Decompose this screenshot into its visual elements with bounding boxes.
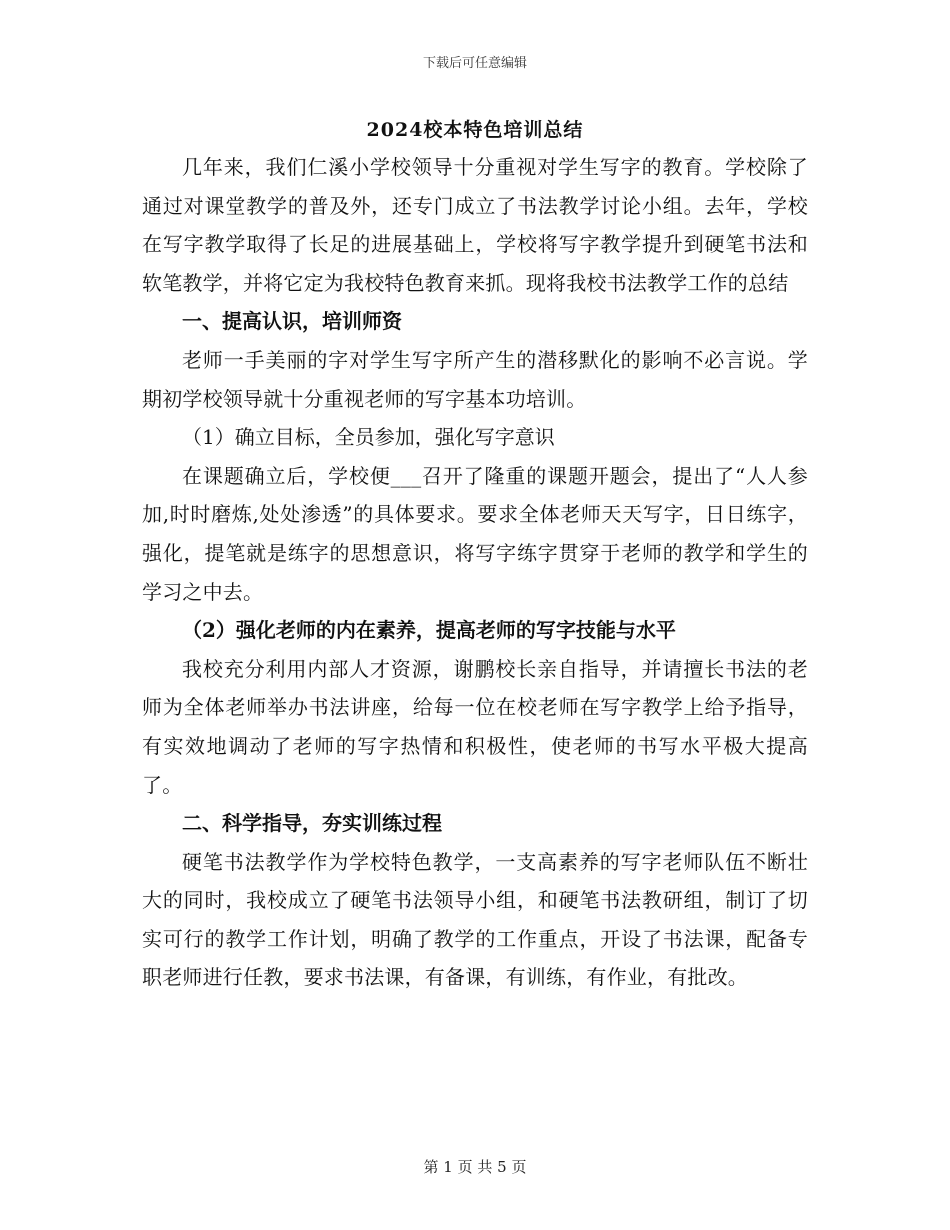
page-number: 第 1 页 共 5 页 xyxy=(423,1158,527,1176)
header-note: 下载后可任意编辑 xyxy=(422,56,527,71)
body-paragraph: 在课题确立后，学校便___召开了隆重的课题开题会，提出了“人人参加,时时磨炼,处处渗透”的具体要求。要求全体老师天天写字，日日练字，强化，提笔就是练字的思想意识，将写字练字贯穿于老师的教学和学生的学习之中去。 xyxy=(142,463,808,604)
subheading-1: （1）确立目标，全员参加，强化写字意识 xyxy=(182,425,555,450)
body-paragraph: 我校充分利用内部人才资源，谢鹏校长亲自指导，并请擅长书法的老师为全体老师举办书法讲座，给每一位在校老师在写字教学上给予指导，有实效地调动了老师的写字热情和积极性，使老师的书写水平极大提高了。 xyxy=(142,656,808,797)
section-heading-2: 二、科学指导，夯实训练过程 xyxy=(182,811,442,836)
intro-paragraph: 几年来，我们仁溪小学校领导十分重视对学生写字的教育。学校除了通过对课堂教学的普及外，还专门成立了书法教学讨论小组。去年，学校在写字教学取得了长足的进展基础上，学校将写字教学提升到硬笔书法和软笔教学，并将它定为我校特色教育来抓。现将我校书法教学工作的总结 xyxy=(142,155,808,295)
section-heading-1: 一、提高认识，培训师资 xyxy=(182,309,402,334)
body-paragraph: 硬笔书法教学作为学校特色教学，一支高素养的写字老师队伍不断壮大的同时，我校成立了硬笔书法领导小组，和硬笔书法教研组，制订了切实可行的教学工作计划，明确了教学的工作重点，开设了书法课，配备专职老师进行任教，要求书法课，有备课，有训练，有作业，有批改。 xyxy=(142,849,808,990)
subheading-2: （2）强化老师的内在素养，提高老师的写字技能与水平 xyxy=(182,618,676,643)
document-body xyxy=(142,148,808,997)
document-title: 2024校本特色培训总结 xyxy=(366,119,584,141)
body-paragraph: 老师一手美丽的字对学生写字所产生的潜移默化的影响不必言说。学期初学校领导就十分重视老师的写字基本功培训。 xyxy=(142,347,808,411)
